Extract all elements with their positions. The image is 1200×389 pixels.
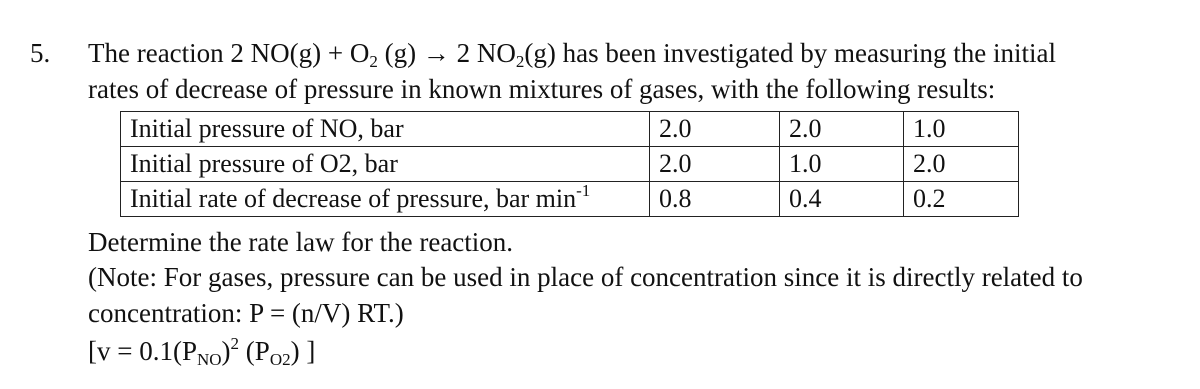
no-subscript: NO: [196, 350, 222, 369]
table-cell: 2.0: [650, 112, 780, 147]
o2-pressure-subscript: O2: [269, 350, 291, 369]
note-line-2: concentration: P = (n/V) RT.): [88, 298, 404, 328]
determine-instruction: Determine the rate law for the reaction.: [88, 227, 514, 257]
pressure-data-table: [120, 111, 1019, 217]
line1-start: The reaction 2 NO(g) + O: [88, 38, 370, 68]
table-cell: 0.8: [650, 182, 780, 217]
exponent: 2: [230, 334, 240, 353]
row-label: Initial pressure of O2, bar: [121, 147, 650, 182]
answer-suffix: ) ]: [290, 336, 316, 366]
table-cell: 2.0: [780, 112, 904, 147]
line1-mid: (g) → 2 NO: [377, 38, 516, 68]
answer-prefix: [v = 0.1(P: [88, 336, 197, 366]
question-number: 5.: [30, 38, 51, 68]
table-cell: 1.0: [904, 112, 1019, 147]
o2-subscript: 2: [369, 52, 378, 71]
table-cell: 0.4: [780, 182, 904, 217]
table-cell: 1.0: [780, 147, 904, 182]
line1-end: (g) has been investigated by measuring the initial: [524, 38, 1056, 68]
question-line-2: rates of decrease of pressure in known mixtures of gases, with the following results:: [88, 74, 996, 104]
table-cell: 2.0: [650, 147, 780, 182]
note-line-1: (Note: For gases, pressure can be used in place of concentration since it is directly related to: [88, 262, 1083, 292]
table-row: [121, 112, 1019, 147]
table-row: [121, 182, 1019, 217]
table-cell: 0.2: [904, 182, 1019, 217]
row-label: Initial pressure of NO, bar: [121, 112, 650, 147]
rate-label-text: Initial rate of decrease of pressure, bar min: [130, 184, 577, 213]
table-cell: 2.0: [904, 147, 1019, 182]
unit-superscript: -1: [576, 181, 591, 200]
rate-law-answer: [$v = 0.1(P_{NO})^2$ $(P_{O2})$ ]: [88, 334, 316, 369]
answer-mid: (P: [239, 336, 270, 366]
row-label: [121, 182, 650, 217]
no2-subscript: 2: [515, 52, 525, 71]
table-row: [121, 147, 1019, 182]
question-line-1: [88, 36, 1056, 70]
